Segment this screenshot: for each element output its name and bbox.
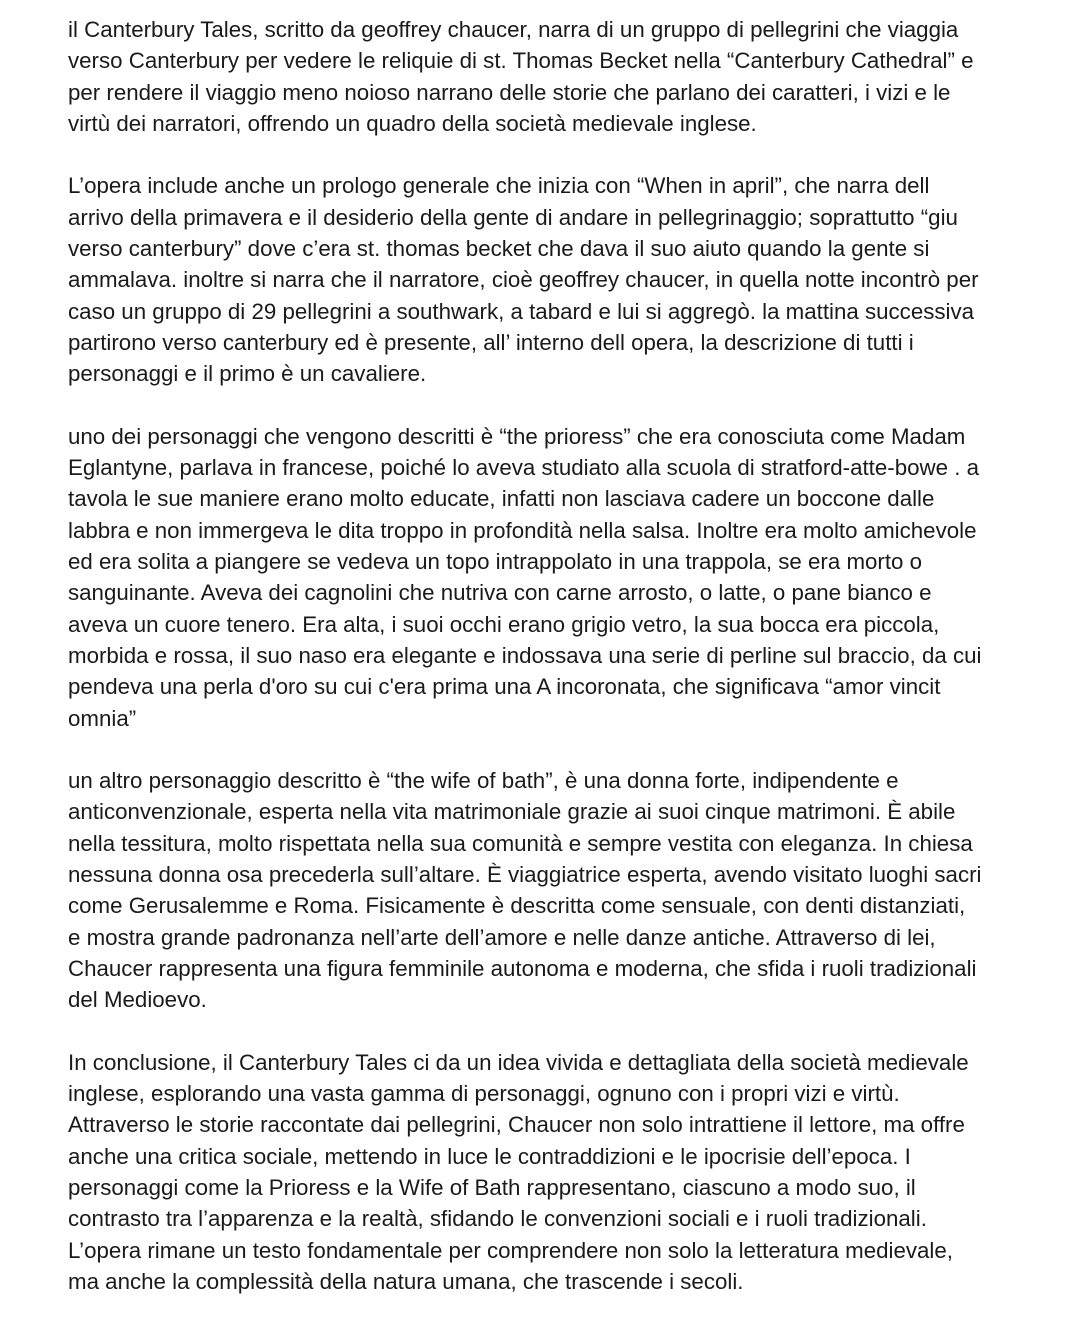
text-line: personaggi come la Prioress e la Wife of Bath rappresentano, ciascuno a modo suo, il [68,1174,916,1200]
text-line: contrasto tra l’apparenza e la realtà, sfidando le convenzioni sociali e i ruoli tradizionali. [68,1206,927,1232]
paragraph-intro [68,14,1074,139]
text-line: del Medioevo. [68,987,207,1013]
text-line: e mostra grande padronanza nell’arte dell’amore e nelle danze antiche. Attraverso di lei, [68,924,936,950]
text-line: verso canterbury” dove c’era st. thomas becket che dava il suo aiuto quando la gente si [68,236,930,262]
paragraph-conclusion [68,1047,1074,1297]
text-line: ma anche la complessità della natura umana, che trascende i secoli. [68,1268,744,1294]
text-line: anche una critica sociale, mettendo in luce le contraddizioni e le ipocrisie dell’epoca. I [68,1143,911,1169]
text-line: tavola le sue maniere erano molto educate, infatti non lasciava cadere un boccone dalle [68,486,935,512]
text-line: nella tessitura, molto rispettata nella sua comunità e sempre vestita con eleganza. In chiesa [68,830,973,856]
text-line: arrivo della primavera e il desiderio della gente di andare in pellegrinaggio; soprattutto “giu [68,204,958,230]
text-line: verso Canterbury per vedere le reliquie di st. Thomas Becket nella “Canterbury Cathedral” e [68,48,974,74]
text-line: anticonvenzionale, esperta nella vita matrimoniale grazie ai suoi cinque matrimoni. È abile [68,799,956,825]
text-line: labbra e non immergeva le dita troppo in profondità nella salsa. Inoltre era molto amichevole [68,517,977,543]
text-line: In conclusione, il Canterbury Tales ci da un idea vivida e dettagliata della società medievale [68,1049,969,1075]
text-line: pendeva una perla d'oro su cui c'era prima una A incoronata, che significava “amor vincit [68,674,941,700]
text-line: nessuna donna osa precederla sull’altare. È viaggiatrice esperta, avendo visitato luoghi sacri [68,862,982,888]
text-line: Chaucer rappresenta una figura femminile autonoma e moderna, che sfida i ruoli tradizionali [68,955,977,981]
paragraph-wife-of-bath [68,765,1074,1015]
text-line: per rendere il viaggio meno noioso narrano delle storie che parlano dei caratteri, i vizi e le [68,79,951,105]
text-line: Eglantyne, parlava in francese, poiché lo aveva studiato alla scuola di stratford-atte-bowe . a [68,455,979,481]
text-line: un altro personaggio descritto è “the wife of bath”, è una donna forte, indipendente e [68,768,899,794]
text-line: personaggi e il primo è un cavaliere. [68,361,427,387]
text-line: aveva un cuore tenero. Era alta, i suoi occhi erano grigio vetro, la sua bocca era piccola, [68,611,940,637]
text-line: L’opera rimane un testo fondamentale per comprendere non solo la letteratura medievale, [68,1237,953,1263]
text-line: partirono verso canterbury ed è presente, all’ interno dell opera, la descrizione di tutti i [68,329,914,355]
paragraph-prologue [68,170,1074,389]
paragraph-prioress [68,421,1074,734]
text-line: Attraverso le storie raccontate dai pellegrini, Chaucer non solo intrattiene il lettore, ma offre [68,1112,965,1138]
text-line: uno dei personaggi che vengono descritti è “the prioress” che era conosciuta come Madam [68,423,966,449]
text-line: L’opera include anche un prologo generale che inizia con “When in april”, che narra dell [68,173,930,199]
text-line: inglese, esplorando una vasta gamma di personaggi, ognuno con i propri vizi e virtù. [68,1081,900,1107]
text-line: omnia” [68,705,137,731]
text-line: ammalava. inoltre si narra che il narratore, cioè geoffrey chaucer, in quella notte incontrò per [68,267,979,293]
text-line: ed era solita a piangere se vedeva un topo intrappolato in una trappola, se era morto o [68,549,923,575]
text-line: come Gerusalemme e Roma. Fisicamente è descritta come sensuale, con denti distanziati, [68,893,966,919]
text-line: sanguinante. Aveva dei cagnolini che nutriva con carne arrosto, o latte, o pane bianco e [68,580,932,606]
text-line: il Canterbury Tales, scritto da geoffrey chaucer, narra di un gruppo di pellegrini che viaggia [68,17,959,42]
text-line: morbida e rossa, il suo naso era elegante e indossava una serie di perline sul braccio, da cui [68,642,982,668]
text-line: virtù dei narratori, offrendo un quadro della società medievale inglese. [68,110,757,136]
text-line: caso un gruppo di 29 pellegrini a southwark, a tabard e lui si aggregò. la mattina successiva [68,298,975,324]
